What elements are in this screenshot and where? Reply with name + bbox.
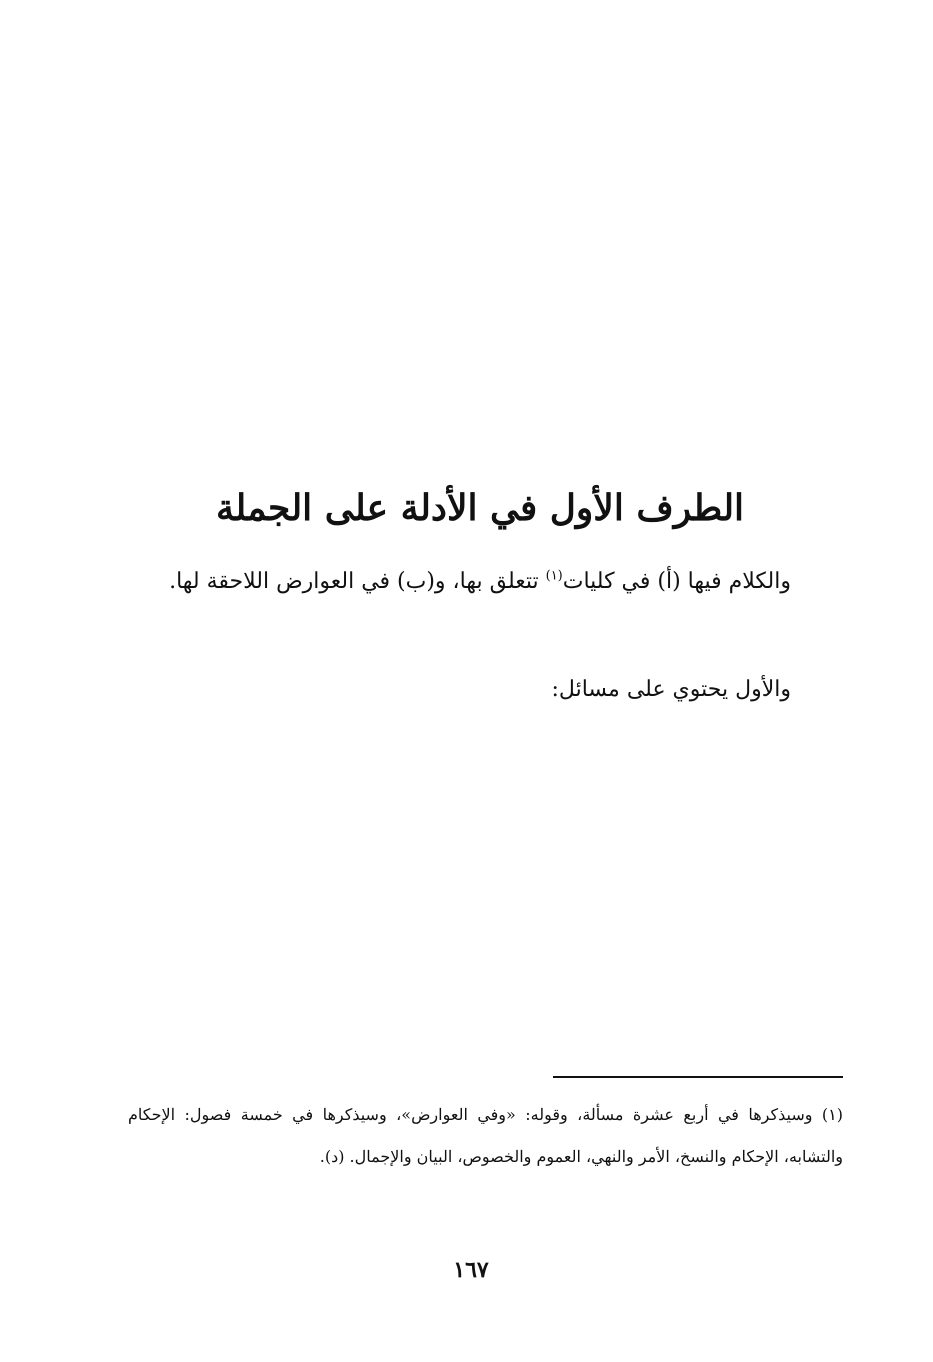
intro-text-start: والكلام فيها (أ) في كليات [562, 569, 791, 594]
footnote-block [128, 1094, 843, 1178]
footnote-reference[interactable]: (١) [545, 568, 563, 584]
page-number: ١٦٧ [453, 1257, 489, 1283]
footnote-separator [553, 1076, 843, 1078]
intro-paragraph [126, 556, 791, 608]
issues-paragraph: والأول يحتوي على مسائل: [551, 677, 791, 702]
section-title: الطرف الأول في الأدلة على الجملة [215, 487, 745, 529]
footnote-item [128, 1094, 843, 1178]
footnote-marker: (١) [821, 1105, 843, 1124]
intro-text-end: تتعلق بها، و(ب) في العوارض اللاحقة لها. [169, 569, 546, 594]
footnote-text: وسيذكرها في أربع عشرة مسألة، وقوله: «وفي العوارض»، وسيذكرها في خمسة فصول: الإحكام والتشابه، الإحكام والنسخ، الأمر والنهي، العموم والخصوص، البيان والإجمال. (د). [128, 1105, 843, 1166]
